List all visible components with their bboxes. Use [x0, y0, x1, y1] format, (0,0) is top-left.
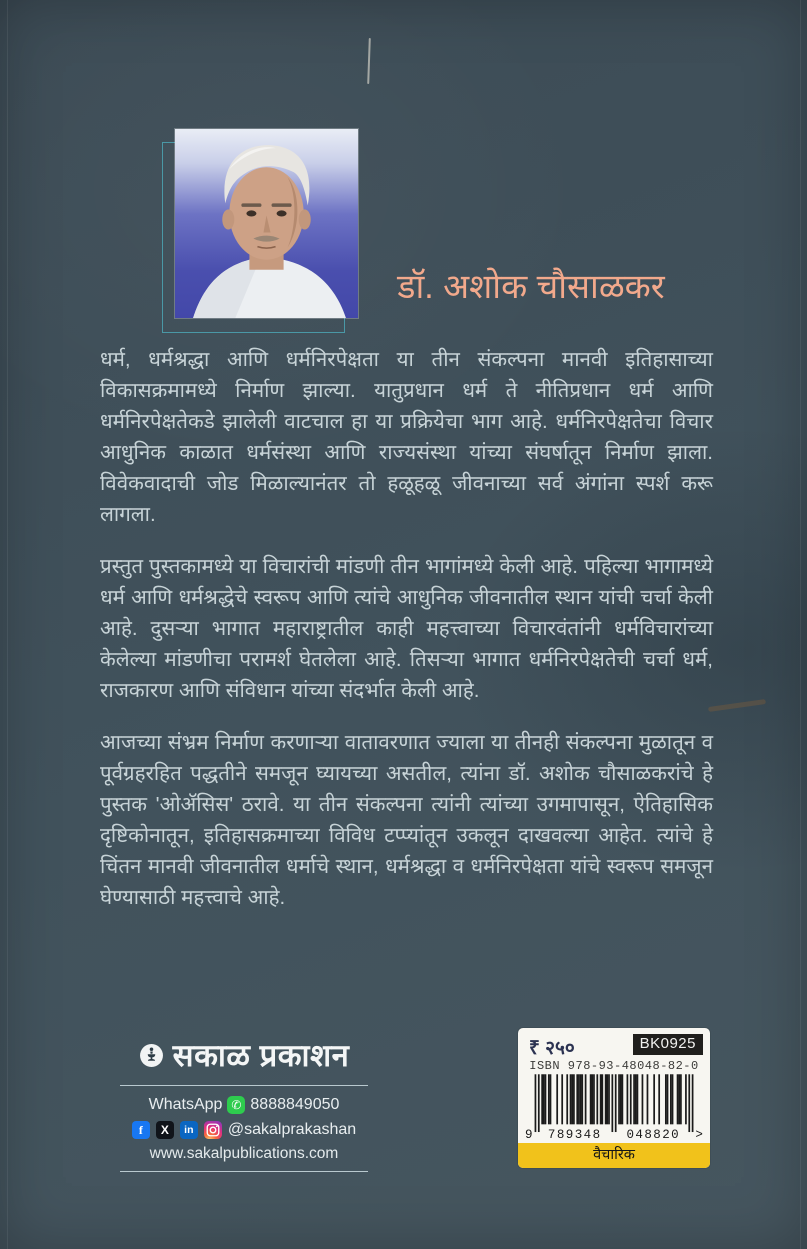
- x-icon: X: [156, 1121, 174, 1139]
- social-handle: @sakalprakashan: [227, 1121, 357, 1138]
- social-row: [118, 1121, 370, 1139]
- svg-text:789348: 789348: [547, 1127, 602, 1140]
- book-code-badge: BK0925: [633, 1034, 703, 1055]
- publisher-name-row: [118, 1034, 370, 1076]
- scratch-mark-top: [367, 38, 371, 84]
- ean13-barcode: [518, 1074, 710, 1145]
- scratch-mark-middle: [708, 699, 766, 712]
- publisher-logo-icon: [139, 1043, 164, 1068]
- barcode-box: [518, 1028, 710, 1168]
- blurb-paragraph: धर्म, धर्मश्रद्धा आणि धर्मनिरपेक्षता या तीन संकल्पना मानवी इतिहासाच्या विकासक्रमामध्ये निर्माण झाल्या. यातुप्रधान धर्म ते नीतिप्रधान धर्म आणि धर्मनिरपेक्षतेकडे झालेली वाटचाल हा या प्रक्रियेचा भाग आहे. धर्मनिरपेक्षतेचा विचार आधुनिक काळात धर्मसंस्था आणि राज्यसंस्था यांच्या संघर्षातून निर्माण झाला. विवेकवादाची जोड मिळाल्यानंतर तो हळूहळू जीवनाच्या सर्व अंगांना स्पर्श करू लागला.: [100, 348, 713, 526]
- author-name: डॉ. अशोक चौसाळकर: [397, 268, 665, 306]
- barcode-box-top-row: [518, 1028, 710, 1058]
- publisher-website: www.sakalpublications.com: [149, 1145, 339, 1162]
- whatsapp-icon: ✆: [227, 1096, 245, 1114]
- blurb-paragraph: प्रस्तुत पुस्तकामध्ये या विचारांची मांडणी तीन भागांमध्ये केली आहे. पहिल्या भागामध्ये धर्म आणि धर्मश्रद्धेचे स्वरूप आणि त्यांचे आधुनिक जीवनातील स्थान यांची चर्चा केली आहे. दुसऱ्या भागात महाराष्ट्रातील काही महत्त्वाच्या विचारवंतांनी धर्मविचारांच्या केलेल्या मांडणीचा परामर्श घेतलेला आहे. तिसऱ्या भागात धर्मनिरपेक्षतेची चर्चा धर्म, राजकारण आणि संविधान यांच्या संदर्भात केली आहे.: [100, 555, 713, 702]
- author-portrait-illustration: [175, 129, 358, 318]
- whatsapp-row: [118, 1096, 370, 1114]
- facebook-icon: f: [132, 1121, 150, 1139]
- publisher-name: सकाळ प्रकाशन: [172, 1038, 350, 1073]
- instagram-icon: [204, 1121, 222, 1139]
- divider-line: [120, 1171, 368, 1172]
- price: ₹ २५०: [529, 1038, 575, 1059]
- svg-text:048820: 048820: [626, 1127, 681, 1140]
- author-photo: [175, 129, 358, 318]
- category-strip: वैचारिक: [518, 1143, 710, 1168]
- back-cover-blurb: [100, 344, 713, 913]
- svg-text:>: >: [695, 1127, 704, 1140]
- scan-edge-left: [7, 0, 8, 1249]
- scan-edge-right: [800, 0, 801, 1249]
- whatsapp-number: 8888849050: [250, 1096, 340, 1113]
- linkedin-icon: in: [180, 1121, 198, 1139]
- whatsapp-label: WhatsApp: [148, 1096, 223, 1113]
- isbn-text: ISBN 978-93-48048-82-0: [529, 1059, 699, 1073]
- svg-text:9: 9: [524, 1127, 534, 1140]
- blurb-paragraph: आजच्या संभ्रम निर्माण करणाऱ्या वातावरणात ज्याला या तीनही संकल्पना मुळातून व पूर्वग्रहरहित पद्धतीने समजून घ्यायच्या असतील, त्यांना डॉ. अशोक चौसाळकरांचे हे पुस्तक 'ओॲसिस' ठरावे. या तीन संकल्पना त्यांनी त्यांच्या उगमापासून, ऐतिहासिक दृष्टिकोनातून, इतिहासक्रमाच्या विविध टप्प्यांतून उकलून दाखवल्या आहेत. त्यांचे हे चिंतन मानवी जीवनातील धर्माचे स्थान, धर्मश्रद्धा व धर्मनिरपेक्षता यांचे स्वरूप समजून घेण्यासाठी महत्त्वाचे आहे.: [100, 731, 713, 909]
- publisher-block: [118, 1034, 370, 1172]
- divider-line: [120, 1085, 368, 1086]
